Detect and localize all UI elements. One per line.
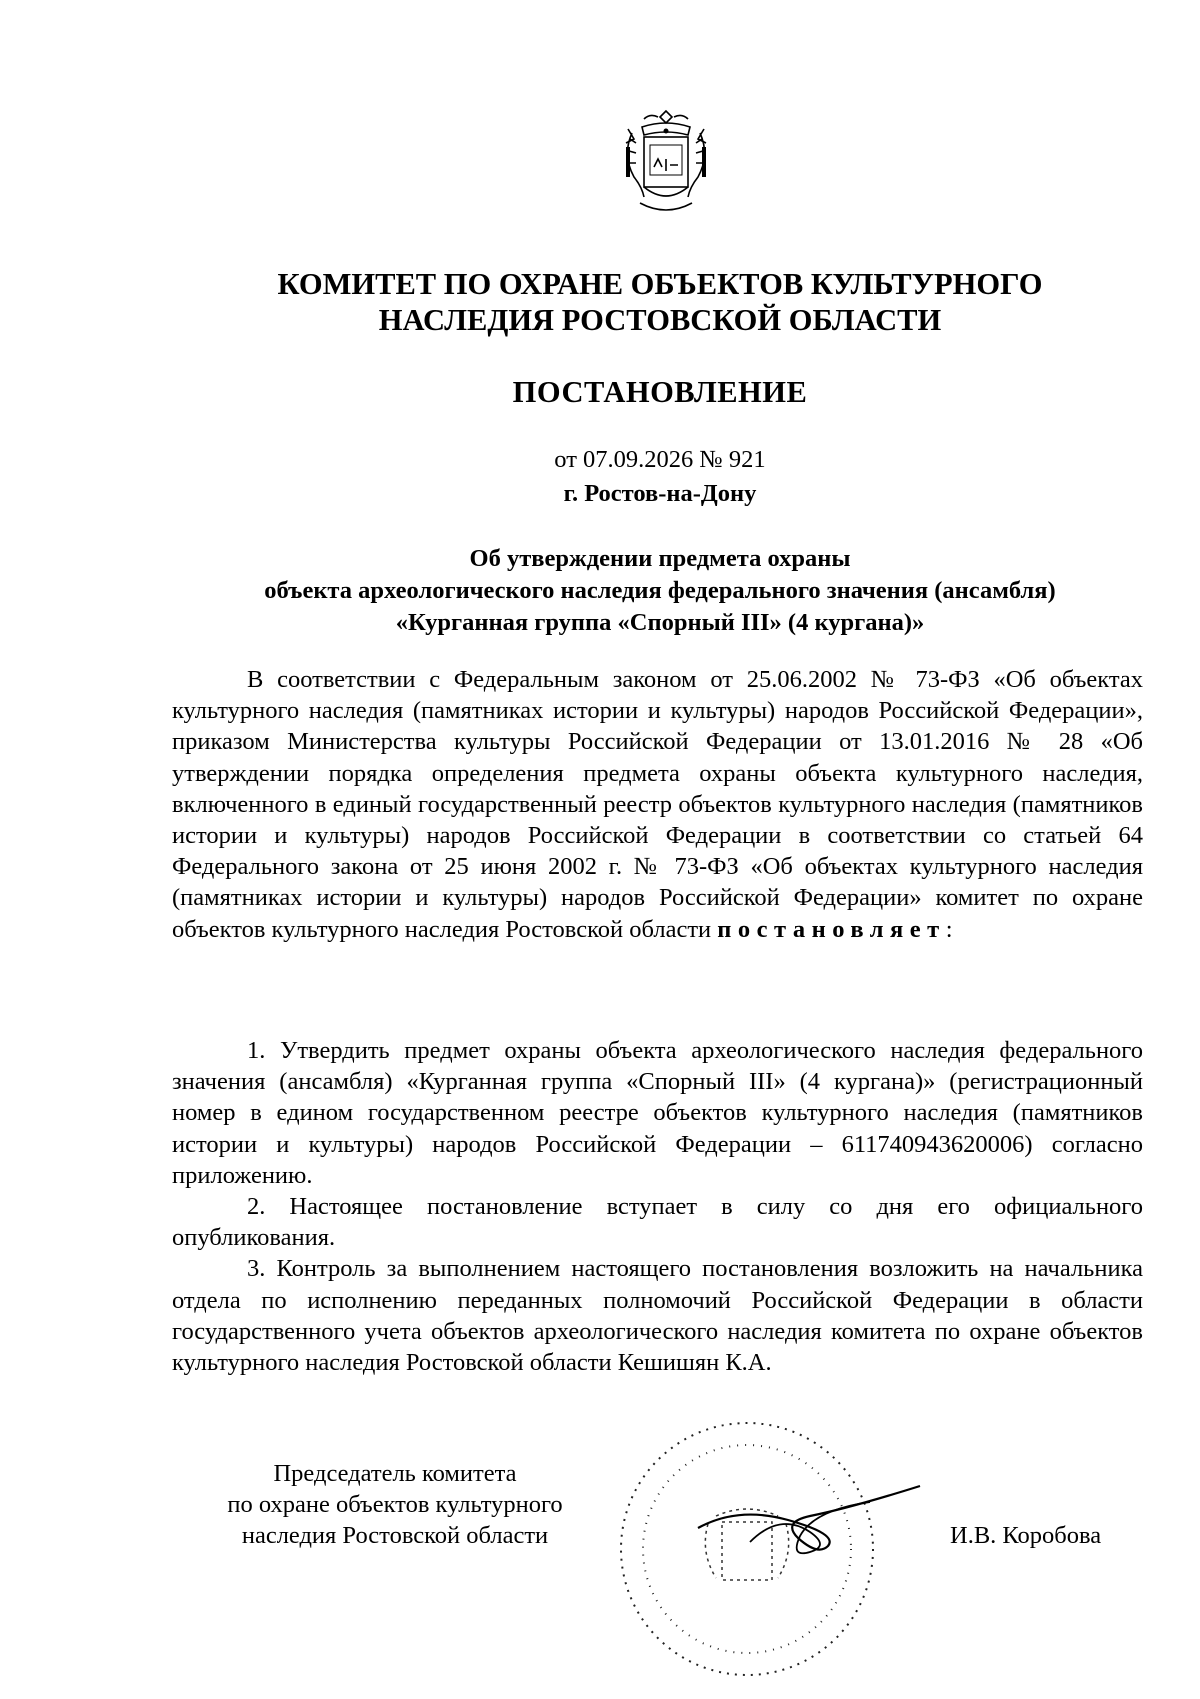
resolution-item-1: 1. Утвердить предмет охраны объекта археологического наследия федерального значения (ансамбля) «Курганная группа «Спорный III» (4 кургана)» (регистрационный номер в едином государственном реестре объектов культурного наследия (памятников истории и культуры) народов Российской Федерации – 611740943620006) согласно приложению. <box>172 1037 1143 1189</box>
city: г. Ростов-на-Дону <box>563 480 757 507</box>
preamble-text: В соответствии с Федеральным законом от 25.06.2002 № 73-ФЗ «Об объектах культурного наследия (памятниках истории и культуры) народов Российской Федерации», приказом Министерства культуры Российской Федерации от 13.01.2016 № 28 «Об утверждении порядка определения предмета охраны объекта культурного наследия, включенного в единый государственный реестр объектов культурного наследия (памятников истории и культуры) народов Российской Федерации в соответствии со статьей 64 Федерального закона от 25 июня 2002 г. № 73-ФЗ «Об объектах культурного наследия (памятниках истории и культуры) народов Российской Федерации» комитет по охране объектов культурного наследия Ростовской области <box>172 666 1143 943</box>
resolves-word: постановляет <box>717 915 946 943</box>
resolves-colon: : <box>945 915 953 943</box>
preamble-paragraph <box>172 664 1143 945</box>
document-title-line1: Об утверждении предмета охраны <box>469 545 851 572</box>
resolution-items <box>172 1035 1143 1378</box>
date-and-number: от 07.09.2026 № 921 <box>554 446 766 473</box>
resolution-item-2: 2. Настоящее постановление вступает в силу со дня его официального опубликования. <box>172 1193 1143 1252</box>
document-title <box>160 543 1160 639</box>
document-title-line3: «Курганная группа «Спорный III» (4 кургана)» <box>395 609 925 636</box>
signatory-position-line2: по охране объектов культурного <box>227 1491 563 1518</box>
handwritten-signature <box>690 1480 940 1570</box>
resolution-item-3: 3. Контроль за выполнением настоящего постановления возложить на начальника отдела по исполнению переданных полномочий Российской Федерации в области государственного учета объектов археологического наследия комитета по охране объектов культурного наследия Ростовской области Кешишян К.А. <box>172 1255 1143 1377</box>
signatory-name: И.В. Коробова <box>950 1522 1102 1549</box>
document-type: ПОСТАНОВЛЕНИЕ <box>512 375 808 409</box>
signatory-position-line3: наследия Ростовской области <box>241 1522 549 1549</box>
document-title-line2: объекта археологического наследия федерального значения (ансамбля) <box>264 577 1056 604</box>
organization-name-line1: КОМИТЕТ ПО ОХРАНЕ ОБЪЕКТОВ КУЛЬТУРНОГО <box>277 267 1043 301</box>
signatory-position <box>180 1458 610 1551</box>
organization-name-line2: НАСЛЕДИЯ РОСТОВСКОЙ ОБЛАСТИ <box>378 303 942 337</box>
organization-name <box>160 266 1160 338</box>
coat-of-arms-emblem <box>606 103 726 223</box>
signatory-position-line1: Председатель комитета <box>273 1460 517 1487</box>
